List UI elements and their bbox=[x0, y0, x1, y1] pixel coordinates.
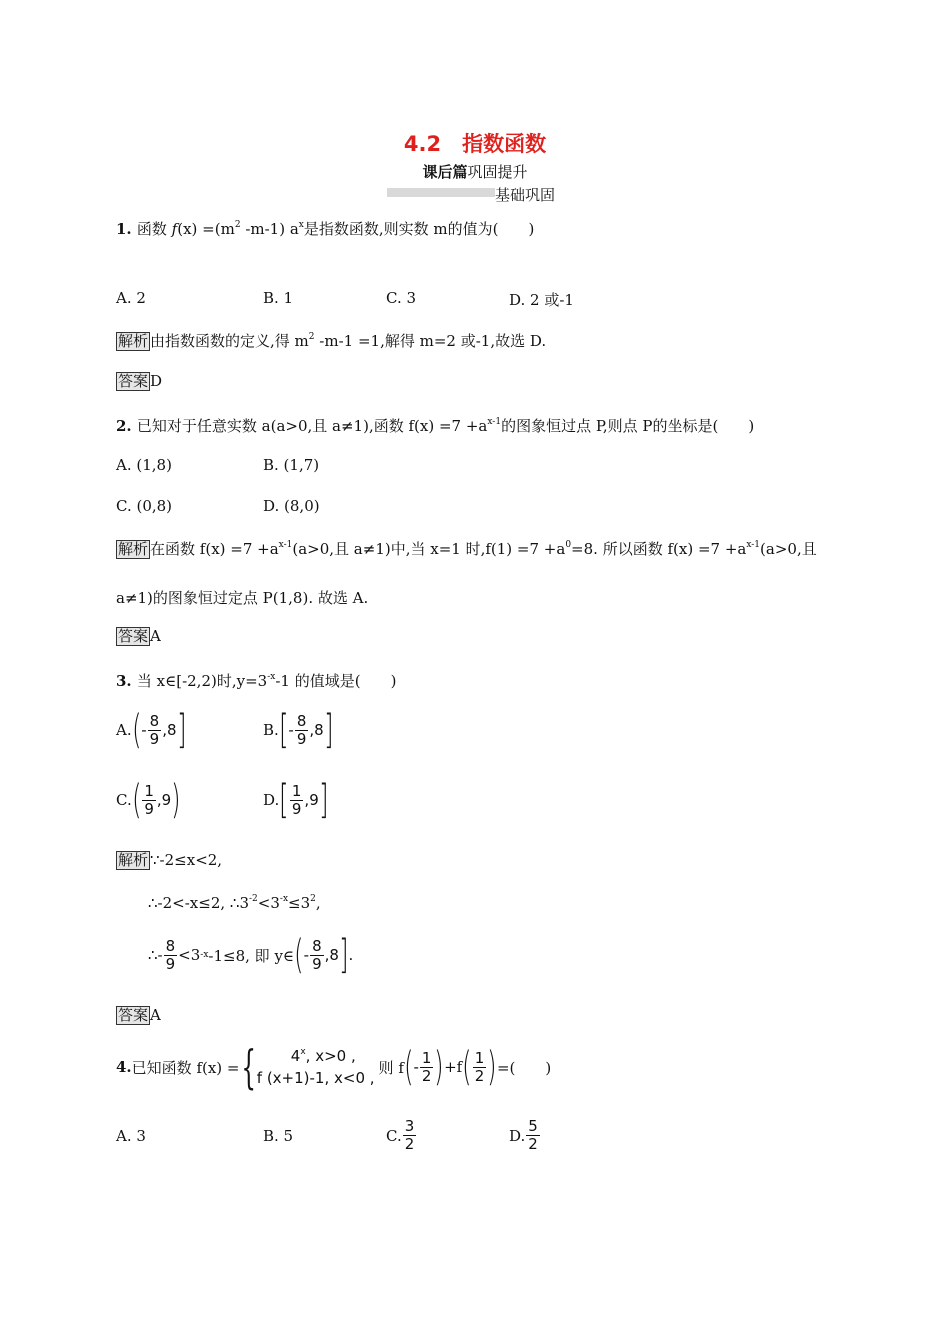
q1-answer bbox=[116, 372, 162, 391]
frac-den: 9 bbox=[312, 954, 322, 973]
q4-case2: f (x+1)-1, x<0 , bbox=[256, 1069, 375, 1087]
q3-option-b bbox=[263, 707, 334, 753]
q3-l3-comma: ,8 bbox=[324, 946, 339, 964]
q3-opt-a-label: A. bbox=[116, 721, 132, 739]
q4-stem-a: 已知函数 f(x) = bbox=[131, 1058, 240, 1077]
q3-answer bbox=[116, 1006, 161, 1025]
q2-analysis-line2: a≠1)的图象恒过定点 P(1,8). 故选 A. bbox=[116, 589, 369, 607]
frac-den: 9 bbox=[144, 799, 154, 818]
q4-case1 bbox=[257, 1045, 375, 1067]
q2-analysis-a: 在函数 f(x) =7 +a bbox=[150, 540, 279, 558]
q3-opt-c-label: C. bbox=[116, 791, 132, 809]
piecewise-brace-icon: { bbox=[240, 1040, 256, 1094]
q3-l2-sup1: -2 bbox=[249, 894, 258, 904]
subtitle-bold: 课后篇 bbox=[422, 163, 468, 181]
frac-num: 1 bbox=[144, 781, 154, 800]
q3-option-c bbox=[116, 777, 181, 823]
q3-analysis-text1: ∵-2≤x<2, bbox=[150, 851, 223, 869]
analysis-tag: 解析 bbox=[118, 540, 149, 558]
q1-stem-d: 是指数函数,则实数 m的值为( ) bbox=[303, 220, 535, 238]
q2-answer-value: A bbox=[150, 627, 161, 645]
q2-option-c: C. (0,8) bbox=[116, 497, 173, 515]
q3-stem-b: -1 的值域是( ) bbox=[275, 672, 397, 690]
q2-analysis-c: =8. 所以函数 f(x) =7 +a bbox=[571, 540, 747, 558]
q4-rparen-2: ) bbox=[487, 1044, 497, 1090]
frac-den: 9 bbox=[149, 729, 160, 748]
q2-analysis-sup3: x-1 bbox=[746, 540, 761, 550]
q2-analysis-d: (a>0,且 bbox=[760, 540, 817, 558]
q4-lparen-1: ( bbox=[403, 1044, 414, 1090]
q3-number: 3. bbox=[116, 672, 137, 690]
q3-opt-a-frac bbox=[148, 713, 162, 748]
q3-analysis-line1 bbox=[116, 851, 222, 870]
frac-num: 5 bbox=[528, 1117, 538, 1135]
q2-number: 2. bbox=[116, 417, 137, 435]
q4-option-d bbox=[509, 1118, 541, 1153]
q1-sup1: 2 bbox=[234, 220, 241, 230]
section-bar bbox=[387, 188, 495, 197]
q4-lparen-2: ( bbox=[462, 1044, 472, 1090]
q1-option-c: C. 3 bbox=[386, 289, 417, 307]
q3-opt-b-frac bbox=[295, 713, 309, 748]
question-3-stem bbox=[116, 670, 396, 691]
question-4-stem bbox=[116, 1040, 552, 1094]
q3-l3-lbracket: ( bbox=[294, 932, 304, 978]
q3-analysis-line2 bbox=[148, 894, 321, 912]
q3-opt-b-comma: ,8 bbox=[309, 721, 324, 739]
q3-option-d bbox=[263, 777, 329, 823]
q4-opt-c-frac bbox=[403, 1118, 417, 1153]
q1-stem-c: -m-1) a bbox=[240, 220, 299, 238]
q3-opt-c-lbracket: ( bbox=[131, 777, 142, 823]
q1-answer-value: D bbox=[150, 372, 163, 390]
q4-number: 4. bbox=[116, 1058, 132, 1076]
frac-num: 1 bbox=[421, 1048, 432, 1067]
q3-answer-value: A bbox=[150, 1006, 161, 1024]
q4-opt-c-label: C. bbox=[386, 1126, 402, 1145]
q3-opt-a-rbracket: ] bbox=[176, 707, 186, 753]
q4-rparen-1: ) bbox=[434, 1044, 444, 1090]
q1-stem-a: 函数 bbox=[136, 220, 172, 238]
q4-stem-b: 则 f bbox=[378, 1058, 404, 1077]
q3-opt-d-lbracket: [ bbox=[279, 777, 289, 823]
frac-num: 8 bbox=[296, 711, 307, 730]
q3-l2c: ≤3 bbox=[288, 894, 311, 912]
q3-sup: -x bbox=[267, 672, 276, 682]
q1-sup2: x bbox=[298, 220, 304, 230]
q1-analysis-a: 由指数函数的定义,得 m bbox=[150, 332, 309, 350]
q4-case1-rest: , x>0 , bbox=[305, 1047, 356, 1065]
q2-option-a: A. (1,8) bbox=[116, 456, 172, 474]
subtitle-rest: 巩固提升 bbox=[467, 163, 528, 181]
q1-number: 1. bbox=[116, 220, 137, 238]
q2-analysis-sup2: 0 bbox=[565, 540, 572, 550]
q3-analysis-line3: ∴- $\frac{8}{9}$ <3 -x -1≤8, 即 y∈ ( - $\frac{8}{9}$ ,8 ] . bbox=[148, 932, 354, 978]
q2-analysis-sup1: x-1 bbox=[278, 540, 293, 550]
section-heading: 基础巩固 bbox=[495, 186, 556, 204]
q1-analysis bbox=[116, 330, 546, 351]
q3-opt-b-lbracket: [ bbox=[278, 707, 289, 753]
q1-option-a: A. 2 bbox=[116, 289, 146, 307]
q2-option-d: D. (8,0) bbox=[263, 497, 320, 515]
q4-cases bbox=[257, 1045, 375, 1089]
q4-stem-d: =( ) bbox=[496, 1058, 552, 1077]
q3-option-a bbox=[116, 707, 186, 753]
q2-answer bbox=[116, 627, 161, 646]
q3-opt-b-neg: - bbox=[288, 721, 294, 739]
q4-option-c bbox=[386, 1118, 417, 1153]
q2-sup: x-1 bbox=[487, 417, 502, 427]
question-2-stem bbox=[116, 415, 754, 436]
q4-piecewise bbox=[240, 1040, 375, 1094]
q3-opt-a-neg: - bbox=[141, 721, 147, 739]
q3-opt-d-comma: ,9 bbox=[304, 791, 319, 809]
q4-option-b: B. 5 bbox=[263, 1127, 294, 1145]
q2-analysis-b: (a>0,且 a≠1)中,当 x=1 时,f(1) =7 +a bbox=[292, 540, 566, 558]
q4-option-a: A. 3 bbox=[116, 1127, 146, 1145]
q2-stem-a: 已知对于任意实数 a(a>0,且 a≠1),函数 f(x) =7 +a bbox=[136, 417, 488, 435]
q3-opt-b-label: B. bbox=[263, 721, 279, 739]
q4-stem-c: +f bbox=[444, 1058, 463, 1076]
q3-l3-neg: - bbox=[303, 946, 310, 964]
q3-opt-c-frac bbox=[142, 783, 156, 818]
frac-den: 9 bbox=[296, 729, 307, 748]
q3-opt-c-comma: ,9 bbox=[156, 791, 172, 809]
analysis-tag: 解析 bbox=[118, 851, 149, 869]
q3-l2d: , bbox=[315, 894, 321, 912]
q3-l3-frac bbox=[164, 938, 178, 973]
q3-stem-a: 当 x∈[-2,2)时,y=3 bbox=[136, 672, 268, 690]
frac-den: 9 bbox=[165, 954, 176, 973]
q4-case1-base: 4 bbox=[290, 1047, 301, 1065]
q3-opt-b-rbracket: ] bbox=[323, 707, 334, 753]
q3-opt-d-label: D. bbox=[263, 791, 280, 809]
q3-opt-a-comma: ,8 bbox=[162, 721, 177, 739]
q3-opt-d-frac bbox=[290, 783, 304, 818]
frac-num: 8 bbox=[165, 936, 176, 955]
frac-num: 8 bbox=[312, 936, 322, 955]
q4-frac-1 bbox=[420, 1050, 434, 1085]
q2-analysis bbox=[116, 538, 817, 559]
q3-l3-end: . bbox=[348, 946, 354, 964]
frac-num: 3 bbox=[404, 1117, 415, 1135]
q2-option-b: B. (1,7) bbox=[263, 456, 320, 474]
q3-l2a: ∴-2<-x≤2, ∴3 bbox=[148, 894, 249, 912]
q1-func: f bbox=[171, 220, 178, 238]
q4-neg: - bbox=[413, 1058, 419, 1076]
q3-opt-a-lbracket: ( bbox=[131, 707, 142, 753]
q3-l3-frac2 bbox=[310, 938, 324, 973]
answer-tag: 答案 bbox=[118, 372, 149, 390]
q1-analysis-sup: 2 bbox=[308, 332, 315, 342]
q4-case1-sup: x bbox=[300, 1047, 306, 1057]
page-subtitle bbox=[0, 161, 950, 182]
q1-option-d: D. 2 或-1 bbox=[509, 291, 574, 309]
q1-analysis-b: -m-1 =1,解得 m=2 或-1,故选 D. bbox=[314, 332, 547, 350]
frac-den: 2 bbox=[404, 1135, 415, 1153]
q3-l3a: ∴- bbox=[148, 946, 163, 964]
analysis-tag: 解析 bbox=[118, 332, 149, 350]
page-title: 4.2 指数函数 bbox=[403, 132, 547, 156]
q1-stem-b: (x) =(m bbox=[177, 220, 235, 238]
answer-tag: 答案 bbox=[118, 627, 149, 645]
q1-option-b: B. 1 bbox=[263, 289, 294, 307]
q3-l3b: <3 bbox=[178, 946, 201, 964]
q4-opt-d-label: D. bbox=[509, 1126, 526, 1145]
q3-l3c: -1≤8, 即 y∈ bbox=[208, 946, 295, 965]
frac-num: 1 bbox=[474, 1048, 485, 1067]
frac-den: 2 bbox=[528, 1135, 538, 1153]
q3-opt-c-rbracket: ) bbox=[171, 777, 181, 823]
q3-l3-rbracket: ] bbox=[339, 932, 349, 978]
frac-den: 9 bbox=[291, 799, 302, 818]
frac-den: 2 bbox=[474, 1066, 485, 1085]
q2-stem-b: 的图象恒过点 P,则点 P的坐标是( ) bbox=[501, 417, 755, 435]
answer-tag: 答案 bbox=[118, 1006, 149, 1024]
question-1-stem bbox=[116, 218, 534, 239]
q3-l2-sup2: -x bbox=[279, 894, 289, 904]
q3-l2b: <3 bbox=[257, 894, 280, 912]
frac-num: 8 bbox=[149, 711, 160, 730]
q3-l2-sup3: 2 bbox=[310, 894, 316, 904]
frac-den: 2 bbox=[421, 1066, 432, 1085]
q4-opt-d-frac bbox=[526, 1118, 540, 1153]
frac-num: 1 bbox=[291, 781, 302, 800]
q4-frac-2 bbox=[473, 1050, 487, 1085]
q3-opt-d-rbracket: ] bbox=[318, 777, 329, 823]
